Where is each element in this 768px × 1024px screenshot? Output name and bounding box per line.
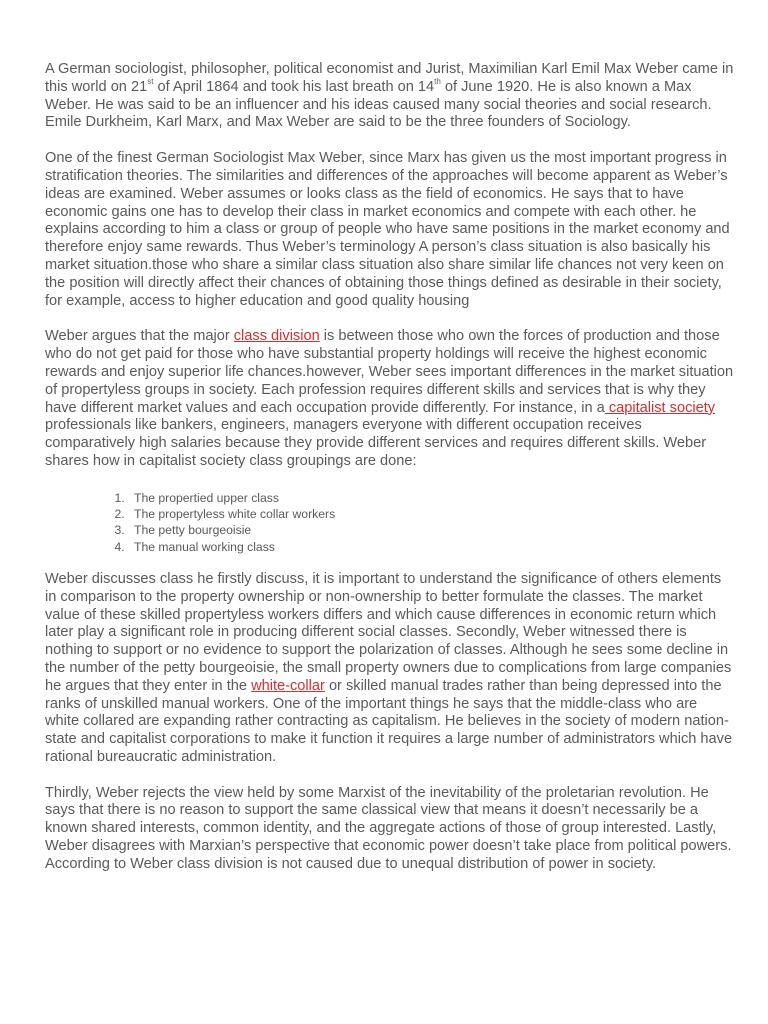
superscript-th: th [434,76,441,86]
list-item: 4. The manual working class [128,539,735,555]
intro-text-1: A German sociologist, philosopher, political economist and Jurist, Maximilian Karl Emil Max Weber came in this world on 21 [45,61,734,95]
class-division-link[interactable]: class division [233,328,320,345]
class-division-text-1: Weber argues that the major [45,328,234,345]
document-page [45,61,735,874]
class-division-text-3: professionals like bankers, engineers, managers everyone with different occupation receives comparatively high salaries because they provide different services and requires different skills. Weber shares how in capitalist society class groupings are done: [45,417,707,469]
capitalist-society-link[interactable]: capitalist society [604,399,716,416]
significance-text-2: or skilled manual trades rather than being depressed into the ranks of unskilled manual workers. One of the important things he says that the middle-class who are white collared are expanding rather contracting as capitalism. He believes in the society of modern nation-state and capitalist corporations to make it function it requires a large number of administrators which have rational bureaucratic administration. [45,677,733,765]
list-item: 3. The petty bourgeoisie [128,522,735,538]
paragraph-class-significance [45,571,735,767]
superscript-st: st [147,76,154,86]
paragraph-proletarian-revolution: Thirdly, Weber rejects the view held by some Marxist of the inevitability of the proletarian revolution. He says that there is no reason to support the same classical view that means it doesn’t necessarily be a known shared interests, common identity, and the aggregate actions of those of group interested. Lastly, Weber disagrees with Marxian’s perspective that economic power doesn’t take place from political powers. According to Weber class division is not caused due to unequal distribution of power in society. [45,784,732,872]
list-item: 2. The propertyless white collar workers [128,506,735,522]
intro-text-3: of June 1920. He is also known a Max Weber. He was said to be an influencer and his ideas caused many social theories and social research. Emile Durkheim, Karl Marx, and Max Weber are said to be the three founders of Sociology. [45,78,712,131]
paragraph-class-division [45,328,735,470]
white-collar-link[interactable]: white-collar [251,677,325,694]
class-division-text-2: is between those who own the forces of production and those who do not get paid for those who have substantial property holdings will receive the highest economic rewards and enjoy superior life chances.however, Weber sees important differences in the market situation of propertyless groups in society. Each profession requires different skills and services that is why they have different market values and each occupation provide differently. For instance, in a [45,328,734,416]
intro-text-2: of April 1864 and took his last breath on 14 [153,78,435,95]
class-groupings-list [45,490,735,555]
significance-text-1: Weber discusses class he firstly discuss, it is important to understand the significance of others elements in comparison to the property ownership or non-ownership to better formulate the classes. The market value of these skilled propertyless workers differs and which cause differences in economic return which later play a significant role in producing different social classes. Secondly, Weber witnessed there is nothing to support or no evidence to support the polarization of classes. Although he sees some decline in the number of the petty bourgeoisie, the small property owners due to complications from large companies he argues that they enter in the [45,570,732,694]
paragraph-stratification: One of the finest German Sociologist Max Weber, since Marx has given us the most important progress in stratification theories. The similarities and differences of the approaches will become apparent as Weber’s ideas are examined. Weber assumes or looks class as the field of economics. He says that to have economic gains one has to develop their class in market economics and compete with each other. he explains according to him a class or group of people who have same positions in the market economy and therefore enjoy same rewards. Thus Weber’s terminology A person’s class situation is also basically his market situation.those who share a similar class situation also share similar life chances not very keen on the position will directly affect their chances of obtaining those things defined as desirable in their society, for example, access to higher education and good quality housing [45,150,730,309]
paragraph-intro [45,61,735,132]
list-item: 1. The propertied upper class [128,490,735,506]
